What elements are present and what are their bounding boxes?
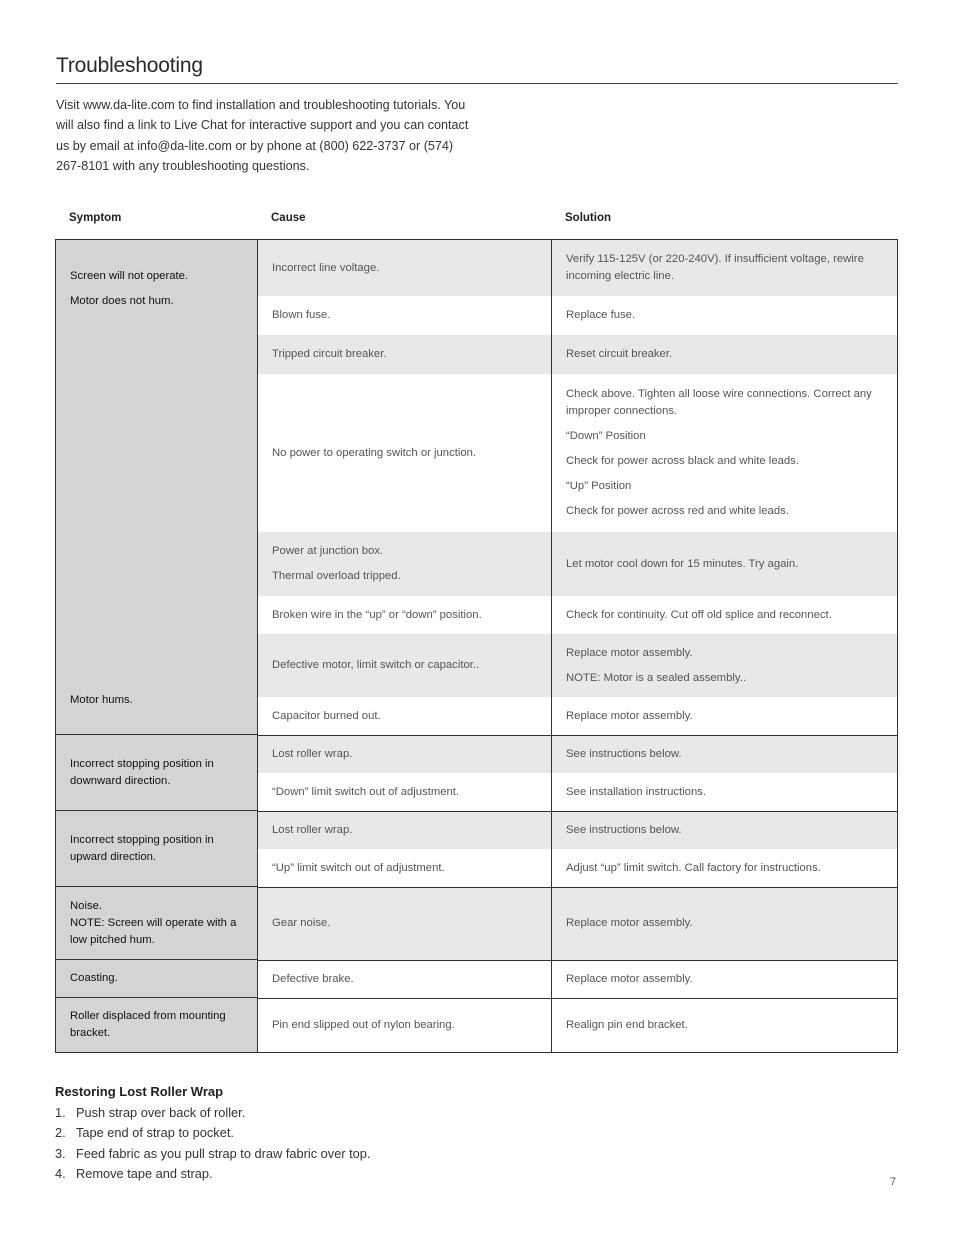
solution-cell: See instructions below.	[552, 811, 897, 849]
symptom-cell: Roller displaced from mounting bracket.	[70, 1010, 226, 1039]
cause-cell: Defective brake.	[272, 972, 354, 985]
title-divider	[56, 83, 898, 84]
symptom-cell: NOTE: Screen will operate with a low pitched hum.	[70, 916, 237, 946]
page-number: 7	[890, 1176, 897, 1188]
list-item: 1. Push strap over back of roller.	[55, 1105, 246, 1120]
symptom-cell: Incorrect stopping position in downward direction.	[70, 757, 214, 787]
solution-cell: See instructions below.	[552, 735, 897, 773]
cause-cell: Tripped circuit breaker.	[258, 335, 551, 374]
cause-cell: Lost roller wrap.	[258, 811, 551, 849]
symptom-group-coasting	[56, 960, 257, 998]
group-divider	[257, 960, 897, 961]
restore-heading: Restoring Lost Roller Wrap	[55, 1084, 224, 1099]
group-divider	[257, 735, 897, 736]
solution-cell: Let motor cool down for 15 minutes. Try again.	[552, 532, 897, 596]
solution-cell: Replace motor assembly.	[552, 887, 897, 960]
solution-cell: Check for continuity. Cut off old splice and reconnect.	[566, 608, 832, 621]
symptom-cell: Noise.	[70, 899, 103, 912]
troubleshooting-table	[55, 239, 898, 1053]
cause-cell: “Up” limit switch out of adjustment.	[272, 861, 445, 874]
cause-cell: Defective motor, limit switch or capacitor..	[258, 634, 551, 697]
cause-cell: Capacitor burned out.	[272, 709, 381, 722]
solution-cell: Realign pin end bracket.	[566, 1018, 688, 1031]
solution-cell: Replace motor assembly.	[566, 972, 693, 985]
solution-cell: Replace motor assembly.	[566, 709, 693, 722]
cause-cell: Incorrect line voltage.	[258, 240, 551, 296]
restore-steps-list	[55, 1103, 370, 1184]
symptom-cell: Screen will not operate.	[70, 270, 189, 282]
solution-cell: See installation instructions.	[566, 785, 707, 798]
solution-cell: Replace motor assembly. NOTE: Motor is a sealed assembly..	[552, 634, 897, 697]
list-item: 3. Feed fabric as you pull strap to draw fabric over top.	[55, 1145, 371, 1161]
cause-cell: No power to operating switch or junction.	[272, 446, 477, 459]
page-title: Troubleshooting	[56, 54, 203, 77]
symptom-group-noise	[56, 887, 257, 960]
intro-paragraph: Visit www.da-lite.com to find installation and troubleshooting tutorials. You will also find a link to Live Chat for interactive support and you can contact us by email at info@da-lite.com or by phone at (800) 622-3737 or (574) 267-8101 with any troubleshooting questions.	[56, 98, 469, 174]
symptom-cell: Incorrect stopping position in upward direction.	[70, 833, 214, 863]
solution-cell: Reset circuit breaker.	[552, 335, 897, 374]
symptom-cell: Motor does not hum.	[70, 295, 174, 307]
cause-cell: Blown fuse.	[272, 309, 331, 321]
column-divider	[551, 240, 552, 1052]
cause-cell: Gear noise.	[258, 887, 551, 960]
symptom-group-power	[56, 240, 257, 735]
symptom-cell: Coasting.	[70, 972, 118, 984]
cause-cell: Lost roller wrap.	[258, 735, 551, 773]
solution-cell: Verify 115-125V (or 220-240V). If insufficient voltage, rewire incoming electric line.	[552, 240, 897, 296]
cause-cell: Broken wire in the “up” or “down” position.	[272, 608, 482, 621]
cause-cell: “Down” limit switch out of adjustment.	[272, 785, 460, 798]
group-divider	[257, 811, 897, 812]
solution-cell: Check above. Tighten all loose wire connections. Correct any improper connections. “Down” Position Check for power across black and white leads. “Up” Position Check for power across red and white leads.	[566, 388, 872, 517]
cause-header: Cause	[271, 212, 306, 224]
group-divider	[257, 887, 897, 888]
group-divider	[257, 998, 897, 999]
solution-cell: Replace fuse.	[566, 309, 636, 321]
cause-cell: Pin end slipped out of nylon bearing.	[272, 1018, 455, 1031]
symptom-group-down-stop	[56, 735, 257, 811]
column-divider	[257, 240, 258, 1052]
symptom-group-roller	[56, 998, 257, 1052]
symptom-cell: Motor hums.	[70, 694, 133, 706]
symptom-header: Symptom	[69, 212, 122, 224]
solution-cell: Adjust “up” limit switch. Call factory for instructions.	[566, 861, 821, 874]
symptom-group-up-stop	[56, 811, 257, 887]
list-item: 4. Remove tape and strap.	[55, 1165, 213, 1181]
list-item: 2. Tape end of strap to pocket.	[55, 1125, 234, 1141]
solution-header: Solution	[565, 212, 611, 224]
cause-cell: Power at junction box. Thermal overload tripped.	[258, 532, 551, 596]
